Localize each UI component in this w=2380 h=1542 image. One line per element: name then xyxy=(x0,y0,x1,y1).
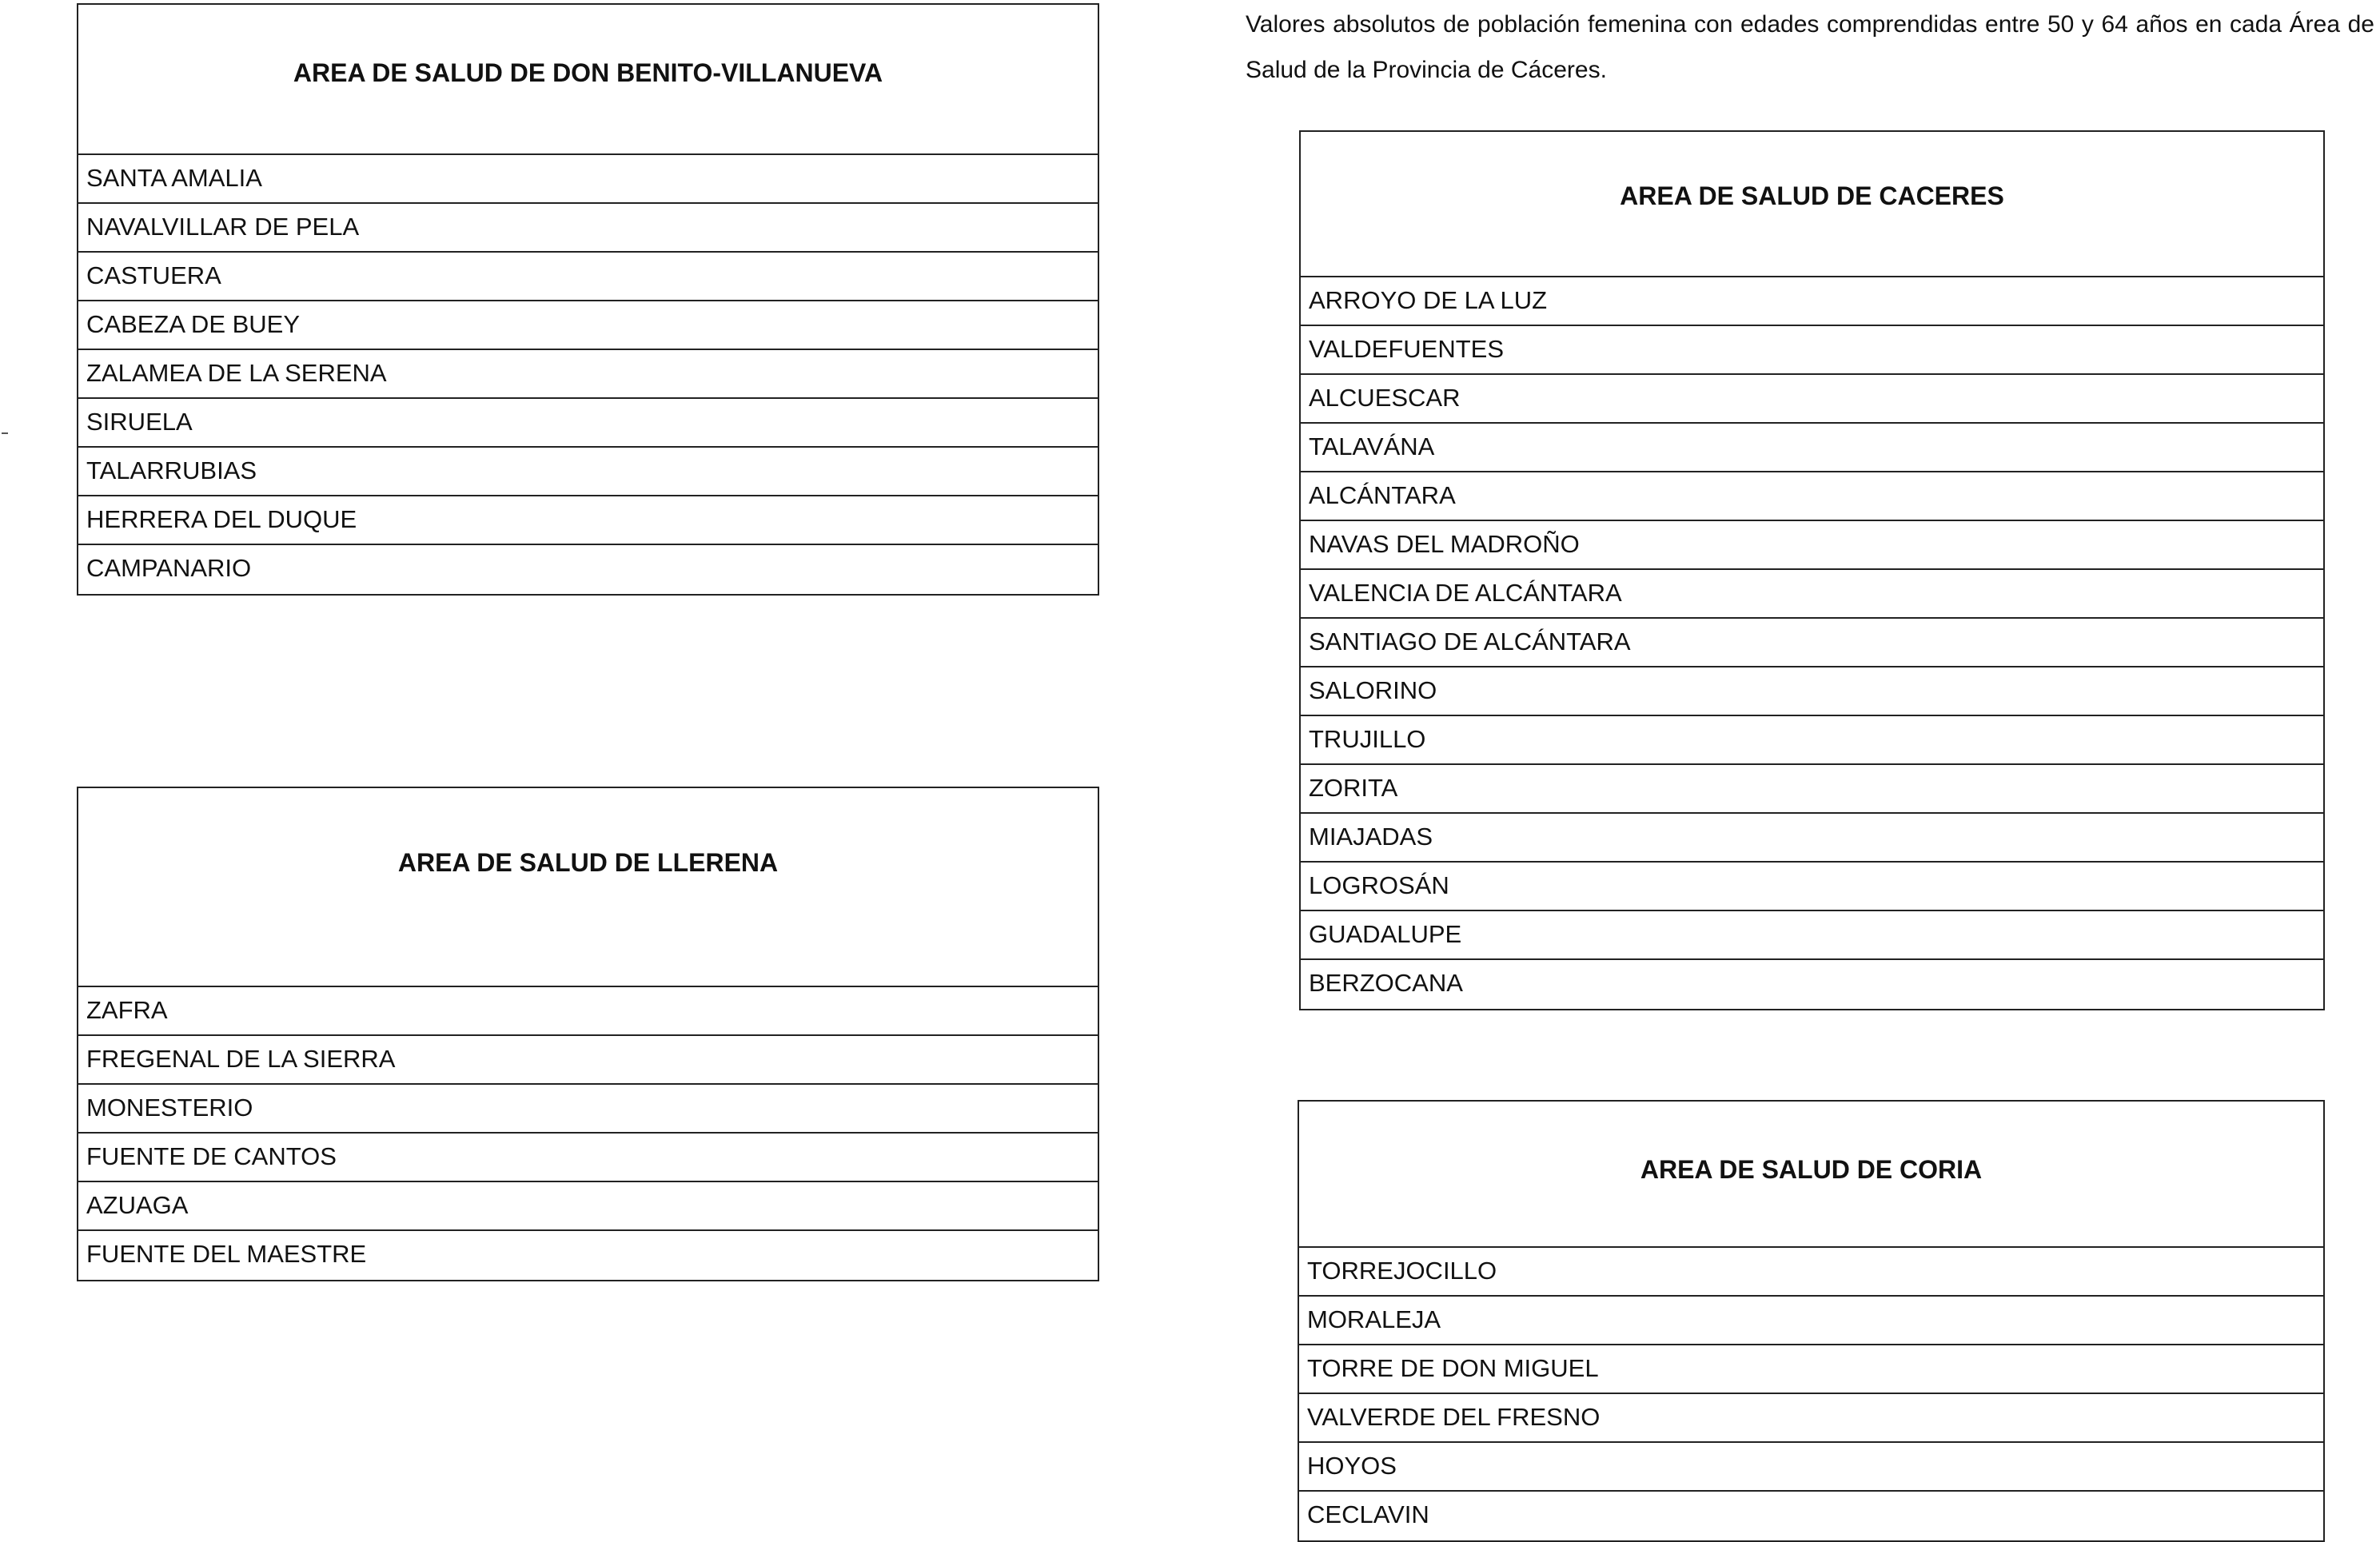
table-row: HERRERA DEL DUQUE xyxy=(78,496,1098,545)
table-row: TALAVÁNA xyxy=(1301,424,2323,472)
table-row: GUADALUPE xyxy=(1301,911,2323,960)
table-row: SIRUELA xyxy=(78,399,1098,448)
table-row: CABEZA DE BUEY xyxy=(78,301,1098,350)
table-row: ALCÁNTARA xyxy=(1301,472,2323,521)
table-row: FUENTE DE CANTOS xyxy=(78,1134,1098,1182)
table-row: SANTIAGO DE ALCÁNTARA xyxy=(1301,619,2323,667)
area-table-title: AREA DE SALUD DE LLERENA xyxy=(78,788,1098,987)
intro-paragraph: Valores absolutos de población femenina con edades comprendidas entre 50 y 64 años en cada Área de Salud de la Provincia de Cáceres. xyxy=(1246,11,2374,83)
table-row: CECLAVIN xyxy=(1307,1500,1429,1528)
table-row: BERZOCANA xyxy=(1309,969,1463,997)
table-row: MIAJADAS xyxy=(1301,814,2323,863)
table-row: TORRE DE DON MIGUEL xyxy=(1299,1345,2323,1394)
table-row: CASTUERA xyxy=(78,253,1098,301)
table-row: TALARRUBIAS xyxy=(78,448,1098,496)
table-row: ZORITA xyxy=(1301,765,2323,814)
area-table-caceres xyxy=(1299,130,2325,1010)
table-row: CAMPANARIO xyxy=(86,554,252,582)
table-row: AZUAGA xyxy=(78,1182,1098,1231)
table-row: ZAFRA xyxy=(78,987,1098,1036)
table-row: SALORINO xyxy=(1301,667,2323,716)
area-table-llerena xyxy=(77,787,1099,1281)
area-table-title: AREA DE SALUD DE DON BENITO-VILLANUEVA xyxy=(78,5,1098,155)
table-row: ZALAMEA DE LA SERENA xyxy=(78,350,1098,399)
table-row: FUENTE DEL MAESTRE xyxy=(86,1240,367,1268)
table-row: TORREJOCILLO xyxy=(1299,1248,2323,1297)
table-row: TRUJILLO xyxy=(1301,716,2323,765)
table-row: ARROYO DE LA LUZ xyxy=(1301,277,2323,326)
table-row: NAVAS DEL MADROÑO xyxy=(1301,521,2323,570)
table-row: FREGENAL DE LA SIERRA xyxy=(78,1036,1098,1085)
table-row: VALDEFUENTES xyxy=(1301,326,2323,375)
area-table-title: AREA DE SALUD DE CORIA xyxy=(1299,1102,2323,1248)
table-row: LOGROSÁN xyxy=(1301,863,2323,911)
table-row: VALENCIA DE ALCÁNTARA xyxy=(1301,570,2323,619)
table-row: MORALEJA xyxy=(1299,1297,2323,1345)
table-row: SANTA AMALIA xyxy=(78,155,1098,204)
table-row: ALCUESCAR xyxy=(1301,375,2323,424)
table-row: NAVALVILLAR DE PELA xyxy=(78,204,1098,253)
area-table-coria xyxy=(1298,1100,2325,1542)
table-row: HOYOS xyxy=(1299,1443,2323,1492)
area-table-don-benito xyxy=(77,3,1099,596)
table-row: MONESTERIO xyxy=(78,1085,1098,1134)
table-row: VALVERDE DEL FRESNO xyxy=(1299,1394,2323,1443)
margin-mark xyxy=(2,432,8,434)
area-table-title: AREA DE SALUD DE CACERES xyxy=(1301,132,2323,277)
